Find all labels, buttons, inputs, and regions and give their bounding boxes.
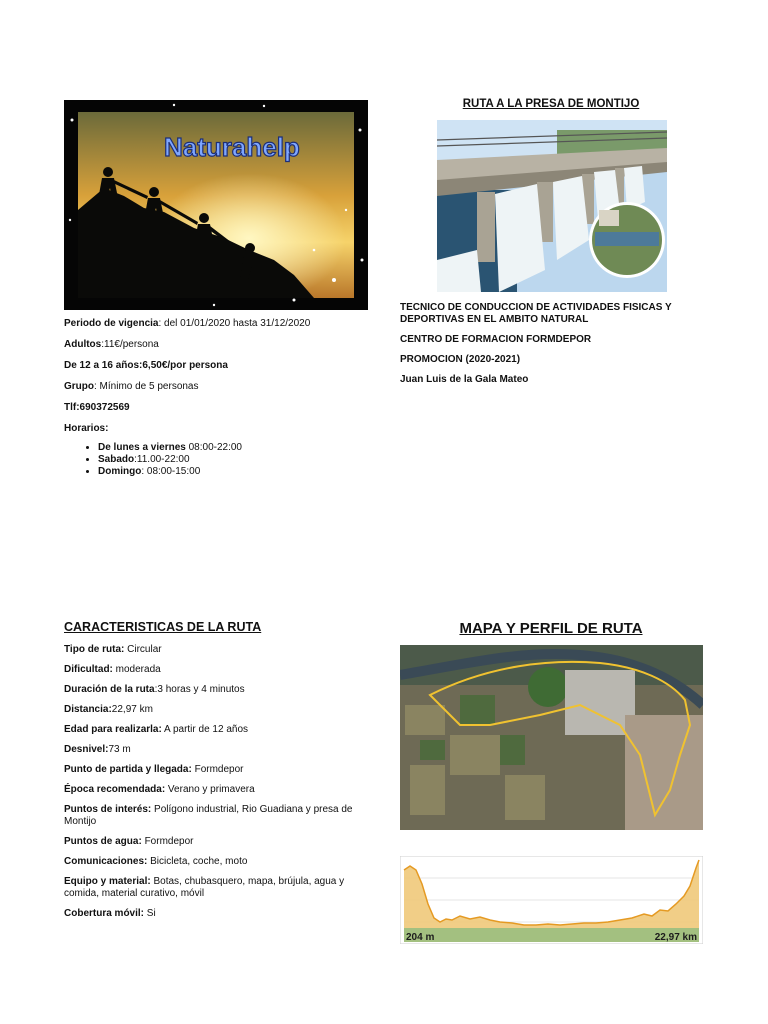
char-label: Dificultad:	[64, 664, 113, 675]
char-value: 73 m	[108, 744, 131, 755]
horario-item	[98, 466, 364, 478]
horario-time: : 08:00-15:00	[141, 466, 201, 477]
char-value: Bicicleta, coche, moto	[147, 856, 248, 867]
profile-end-label: 22,97 km	[654, 932, 697, 943]
horario-item	[98, 442, 364, 454]
char-item	[64, 704, 364, 716]
char-value: :3 horas y 4 minutos	[154, 684, 245, 695]
adultos-label: Adultos	[64, 339, 102, 350]
route-map	[400, 645, 703, 830]
char-label: Época recomendada:	[64, 784, 166, 795]
naturahelp-logo-text: Naturahelp	[164, 132, 300, 162]
dam-illustration	[437, 120, 667, 292]
char-value: moderada	[112, 664, 161, 675]
horario-day: Sabado	[98, 454, 135, 465]
char-value: Formdepor	[141, 836, 194, 847]
pricing-info	[64, 318, 364, 478]
char-item	[64, 908, 364, 920]
char-item	[64, 836, 364, 848]
char-item	[64, 784, 364, 796]
periodo-value: : del 01/01/2020 hasta 31/12/2020	[158, 318, 311, 329]
char-label: Tipo de ruta:	[64, 644, 125, 655]
characteristics-list	[64, 644, 364, 920]
char-item	[64, 856, 364, 868]
grupo-value: : Mínimo de 5 personas	[94, 381, 199, 392]
promocion-line: PROMOCION (2020-2021)	[400, 354, 521, 365]
elevation-profile	[400, 856, 703, 944]
course-title-line: TECNICO DE CONDUCCION DE ACTIVIDADES FISICAS Y DEPORTIVAS EN EL AMBITO NATURAL	[400, 302, 672, 325]
horario-item	[98, 454, 364, 466]
char-item	[64, 744, 364, 756]
horario-day: De lunes a viernes	[98, 442, 186, 453]
grupo-line	[64, 381, 364, 393]
course-info	[400, 302, 700, 386]
char-label: Equipo y material:	[64, 876, 151, 887]
centro-line: CENTRO DE FORMACION FORMDEPOR	[400, 334, 592, 345]
horario-time: :11.00-22:00	[134, 454, 190, 465]
map-title: MAPA Y PERFIL DE RUTA	[459, 620, 643, 637]
char-label: Punto de partida y llegada:	[64, 764, 192, 775]
char-label: Comunicaciones:	[64, 856, 148, 867]
naturahelp-image	[64, 100, 368, 310]
horarios-list	[76, 442, 364, 478]
jovenes-line: De 12 a 16 años:6,50€/por persona	[64, 360, 228, 371]
ruta-title: RUTA A LA PRESA DE MONTIJO	[462, 98, 640, 110]
char-item	[64, 724, 364, 736]
grupo-label: Grupo	[64, 381, 94, 392]
char-item	[64, 764, 364, 776]
periodo-line	[64, 318, 364, 330]
elevation-profile-chart	[400, 856, 703, 944]
periodo-label: Periodo de vigencia	[64, 318, 159, 329]
naturahelp-illustration	[64, 100, 368, 310]
char-value: Circular	[124, 644, 162, 655]
char-value: Formdepor	[191, 764, 244, 775]
horario-day: Domingo	[98, 466, 142, 477]
char-item	[64, 684, 364, 696]
adultos-value: :11€/persona	[101, 339, 159, 350]
char-item	[64, 644, 364, 656]
char-label: Edad para realizarla:	[64, 724, 162, 735]
char-label: Puntos de agua:	[64, 836, 142, 847]
char-item	[64, 804, 364, 828]
dam-photo	[437, 120, 667, 292]
char-item	[64, 876, 364, 900]
horario-time: 08:00-22:00	[185, 442, 242, 453]
telefono: Tlf:690372569	[64, 402, 130, 413]
char-label: Distancia:	[64, 704, 112, 715]
char-label: Duración de la ruta	[64, 684, 155, 695]
profile-start-label: 204 m	[406, 932, 435, 943]
char-value: Botas, chubasquero, mapa, brújula, agua y comida, material curativo, móvil	[64, 876, 345, 899]
char-value: Si	[144, 908, 156, 919]
char-value: Polígono industrial, Rio Guadiana y presa de Montijo	[64, 804, 353, 827]
characteristics-title: CARACTERISTICAS DE LA RUTA	[64, 620, 262, 634]
char-item	[64, 664, 364, 676]
char-label: Puntos de interés:	[64, 804, 152, 815]
horarios-heading: Horarios:	[64, 423, 109, 434]
char-value: 22,97 km	[111, 704, 153, 715]
route-map-illustration	[400, 645, 703, 830]
char-value: Verano y primavera	[165, 784, 255, 795]
char-label: Cobertura móvil:	[64, 908, 145, 919]
author-line: Juan Luis de la Gala Mateo	[400, 374, 529, 385]
adultos-line	[64, 339, 364, 351]
char-value: A partir de 12 años	[161, 724, 248, 735]
char-label: Desnivel:	[64, 744, 109, 755]
